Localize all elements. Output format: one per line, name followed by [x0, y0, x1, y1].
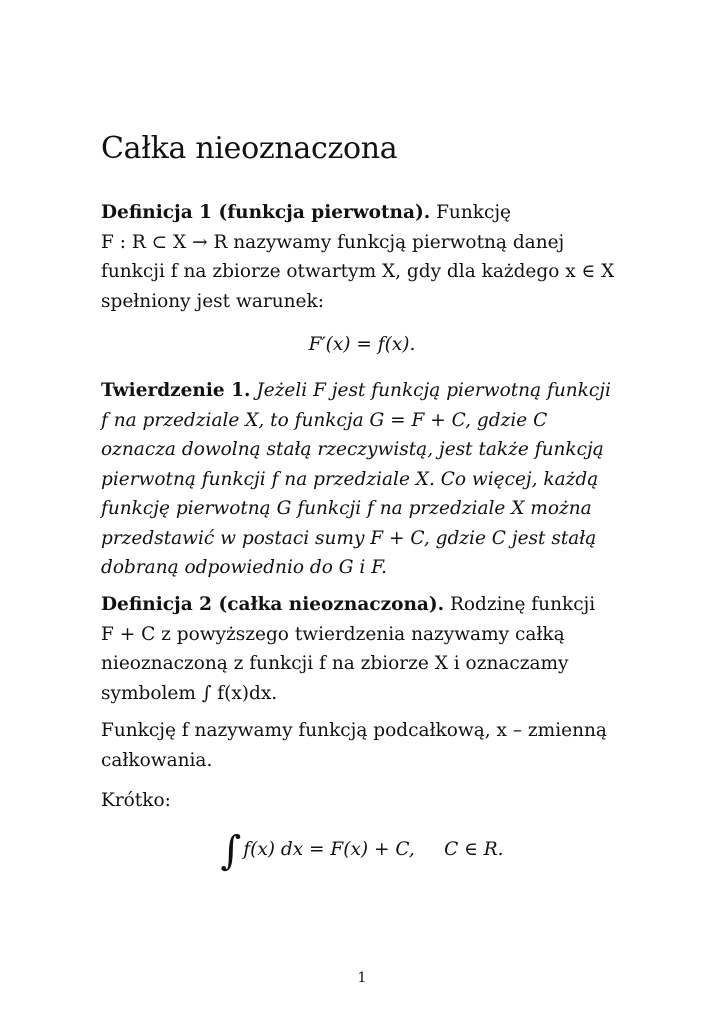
definition-2-label: Definicja 2 (całka nieoznaczona). — [101, 594, 445, 615]
definition-1 — [101, 198, 621, 316]
theorem-1 — [101, 376, 621, 583]
definition-2 — [101, 590, 621, 708]
theorem-1-label: Twierdzenie 1. — [101, 380, 251, 401]
definition-1-label: Definicja 1 (funkcja pierwotna). — [101, 202, 431, 223]
definition-2-line-2: F + C z powyższego twierdzenia nazywamy całką — [101, 623, 565, 645]
equation-2-body: f(x) dx = F(x) + C, C ∈ R. — [243, 839, 504, 860]
definition-1-line-3: funkcji f na zbiorze otwartym X, gdy dla każdego x ∈ X — [101, 261, 615, 282]
theorem-1-line-6: przedstawić w postaci sumy F + C, gdzie C jest stałą — [101, 527, 597, 549]
definition-2-line-4: symbolem ∫ f(x)dx. — [101, 682, 278, 704]
page-title: Całka nieoznaczona — [101, 131, 398, 166]
definition-2-line-1: Definicja 2 (całka nieoznaczona). Rodzinę funkcji — [101, 594, 596, 615]
theorem-1-line-1: Twierdzenie 1. Jeżeli F jest funkcją pierwotną funkcji — [101, 380, 611, 401]
equation-1: F′(x) = f(x). — [308, 334, 416, 355]
definition-2-line-3: nieoznaczoną z funkcji f na zbiorze X i oznaczamy — [101, 653, 569, 674]
short-label: Krótko: — [101, 790, 171, 811]
theorem-1-line-4: pierwotną funkcji f na przedziale X. Co więcej, każdą — [101, 468, 599, 490]
page-number: 1 — [357, 970, 367, 986]
definition-1-line-2: F : R ⊂ X → R nazywamy funkcją pierwotną danej — [101, 231, 565, 253]
integrand-line-2: całkowania. — [101, 749, 213, 771]
definition-1-line-4: spełniony jest warunek: — [101, 290, 324, 312]
integrand-paragraph — [101, 716, 621, 775]
equation-2 — [0, 828, 724, 874]
theorem-1-line-2: f na przedziale X, to funkcja G = F + C, gdzie C — [101, 409, 548, 431]
integrand-line-1: Funkcję f nazywamy funkcją podcałkową, x – zmienną — [101, 720, 607, 741]
theorem-1-line-5: funkcję pierwotną G funkcji f na przedziale X można — [101, 498, 592, 519]
definition-1-line-1: Definicja 1 (funkcja pierwotna). Funkcję — [101, 202, 511, 223]
theorem-1-line-7: dobraną odpowiednio do G i F. — [101, 557, 388, 578]
theorem-1-line-3: oznacza dowolną stałą rzeczywistą, jest także funkcją — [101, 439, 604, 460]
integral-sign: ∫ — [220, 828, 242, 874]
